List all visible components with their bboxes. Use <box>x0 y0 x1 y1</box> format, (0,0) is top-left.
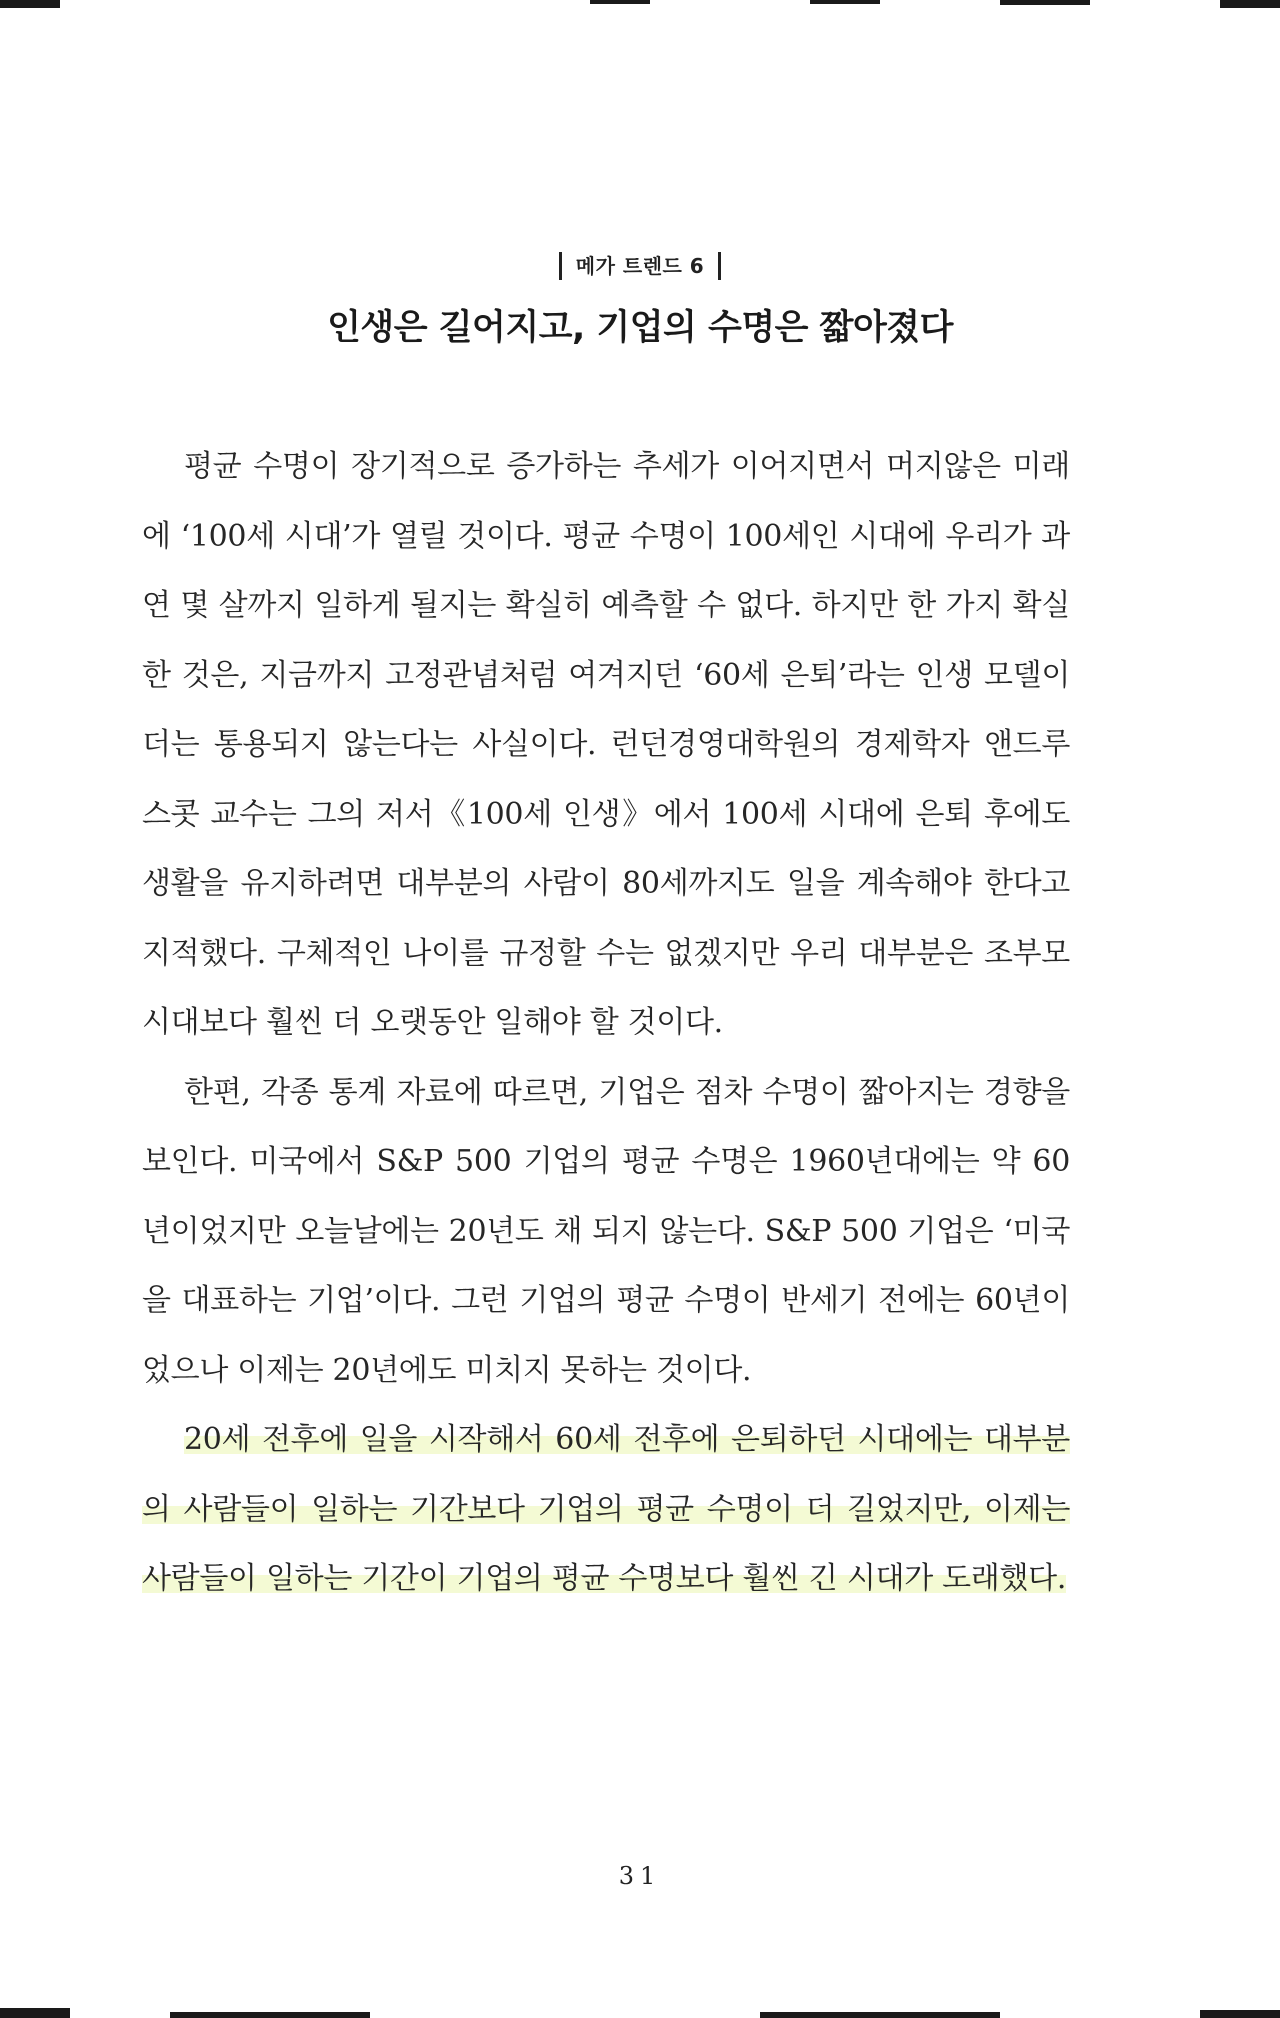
scan-edge-mark <box>810 0 880 4</box>
paragraph-2: 한편, 각종 통계 자료에 따르면, 기업은 점차 수명이 짧아지는 경향을 보인다. 미국에서 S&P 500 기업의 평균 수명은 1960년대에는 약 60년이었지만 오늘날에는 20년도 채 되지 않는다. S&P 500 기업은 ‘미국을 대표하는 기업’이다. 그런 기업의 평균 수명이 반세기 전에는 60년이었으나 이제는 20년에도 미치지 못하는 것이다. <box>142 1074 1070 1388</box>
highlighted-text: 20세 전후에 일을 시작해서 60세 전후에 은퇴하던 시대에는 대부분의 사람들이 일하는 기간보다 기업의 평균 수명이 더 길었지만, 이제는 사람들이 일하는 기간이 기업의 평균 수명보다 훨씬 긴 시대가 도래했다. <box>142 1422 1070 1596</box>
page-number: 31 <box>618 1862 662 1890</box>
kicker-label: 메가 트렌드 6 <box>575 254 705 278</box>
paragraph-1: 평균 수명이 장기적으로 증가하는 추세가 이어지면서 머지않은 미래에 ‘100세 시대’가 열릴 것이다. 평균 수명이 100세인 시대에 우리가 과연 몇 살까지 일하게 될지는 확실히 예측할 수 없다. 하지만 한 가지 확실한 것은, 지금까지 고정관념처럼 여겨지던 ‘60세 은퇴’라는 인생 모델이 더는 통용되지 않는다는 사실이다. 런던경영대학원의 경제학자 앤드루 스콧 교수는 그의 저서《100세 인생》에서 100세 시대에 은퇴 후에도 생활을 유지하려면 대부분의 사람이 80세까지도 일을 계속해야 한다고 지적했다. 구체적인 나이를 규정할 수는 없겠지만 우리 대부분은 조부모 시대보다 훨씬 더 오랫동안 일해야 할 것이다. <box>142 449 1070 1040</box>
paragraph-3 <box>142 1405 1070 1614</box>
scan-edge-mark <box>1220 0 1280 8</box>
chapter-title: 인생은 길어지고, 기업의 수명은 짧아졌다 <box>327 308 953 348</box>
scan-edge-mark <box>760 2012 1000 2018</box>
scan-edge-mark <box>0 0 60 8</box>
section-kicker <box>0 250 1280 282</box>
body-text <box>142 432 1070 1614</box>
scan-edge-mark <box>0 2008 70 2018</box>
scan-edge-mark <box>1200 2010 1280 2018</box>
kicker-right-bar <box>718 252 721 280</box>
scan-edge-mark <box>170 2012 370 2018</box>
kicker-left-bar <box>559 252 562 280</box>
scan-edge-mark <box>590 0 650 4</box>
scan-edge-mark <box>1000 0 1090 5</box>
